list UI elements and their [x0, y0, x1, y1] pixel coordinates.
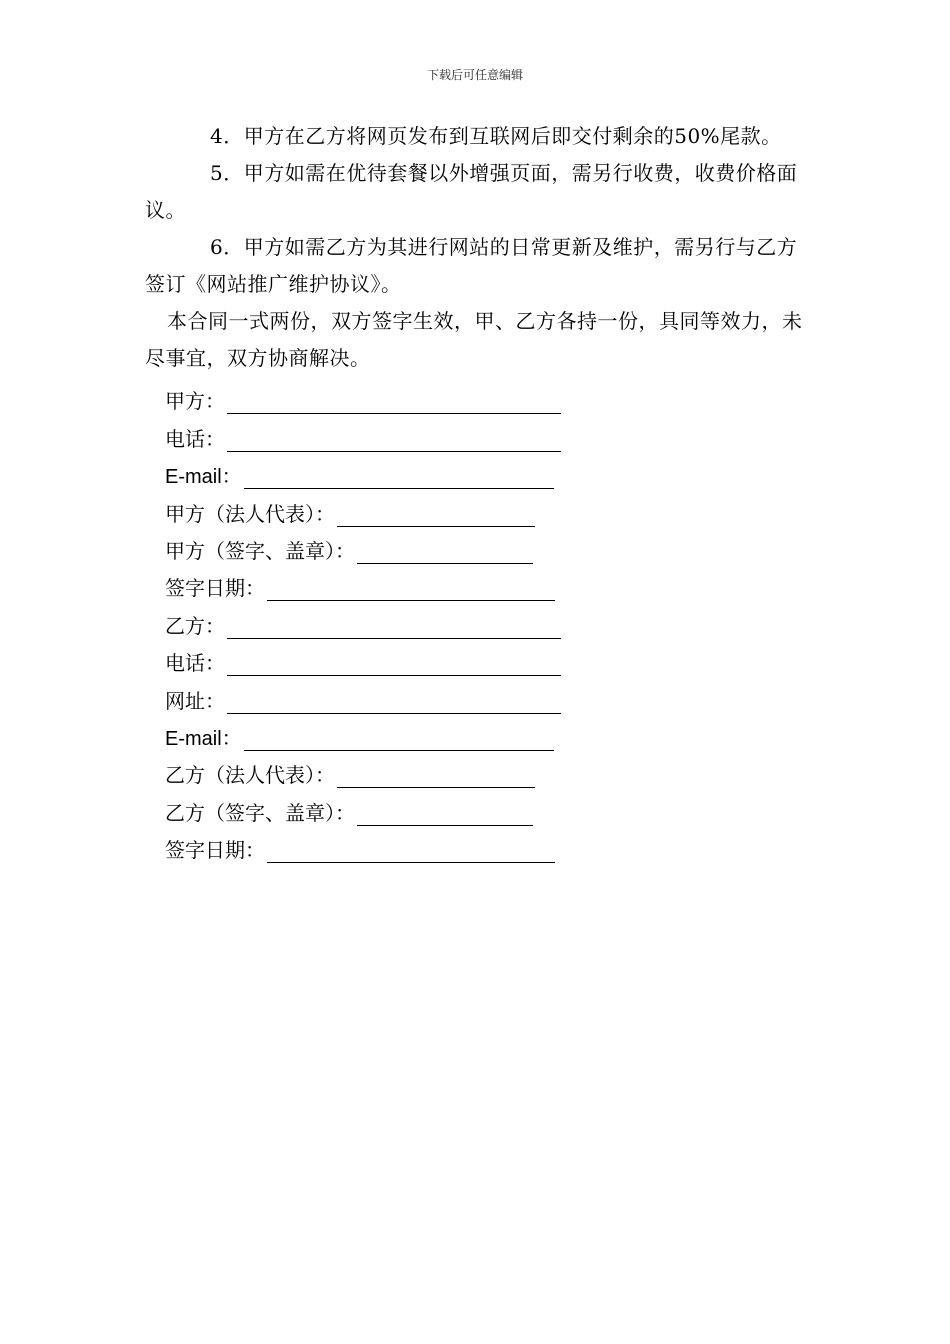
field-party-a-legal-rep	[145, 489, 815, 526]
field-label: 甲方（签字、盖章）：	[165, 538, 355, 563]
field-party-b-email	[145, 714, 815, 751]
field-label: 乙方（签字、盖章）：	[165, 800, 355, 825]
blank-line	[357, 803, 533, 826]
clause-4: 4．甲方在乙方将网页发布到互联网后即交付剩余的50%尾款。	[210, 124, 782, 148]
field-label: E-mail：	[165, 466, 242, 489]
blank-line	[267, 840, 555, 863]
blank-line	[227, 429, 561, 452]
field-label: 乙方：	[165, 613, 225, 638]
field-label: 签字日期：	[165, 576, 265, 601]
document-body	[145, 118, 815, 863]
field-party-a-signature	[145, 527, 815, 564]
field-label: 电话：	[165, 651, 225, 676]
field-party-a-email	[145, 452, 815, 489]
blank-line	[337, 504, 535, 527]
field-label: 乙方（法人代表）：	[165, 763, 335, 788]
field-party-a-phone	[145, 414, 815, 451]
blank-line	[227, 691, 561, 714]
field-party-b-website	[145, 676, 815, 713]
closing-paragraph: 本合同一式两份，双方签字生效，甲、乙方各持一份，具同等效力，未尽事宜，双方协商解决。	[145, 309, 803, 370]
blank-line	[357, 541, 533, 564]
field-label: 网址：	[165, 688, 225, 713]
field-party-b	[145, 601, 815, 638]
field-party-b-legal-rep	[145, 751, 815, 788]
field-party-b-date	[145, 826, 815, 863]
field-party-b-signature	[145, 788, 815, 825]
field-party-b-phone	[145, 639, 815, 676]
field-label: 签字日期：	[165, 838, 265, 863]
field-label: 电话：	[165, 426, 225, 451]
blank-line	[227, 653, 561, 676]
blank-line	[227, 616, 561, 639]
blank-line	[244, 466, 554, 489]
clause-5: 5．甲方如需在优待套餐以外增强页面，需另行收费，收费价格面议。	[145, 161, 798, 222]
blank-line	[267, 578, 555, 601]
blank-line	[244, 728, 554, 751]
field-label: E-mail：	[165, 727, 242, 750]
clause-6: 6．甲方如需乙方为其进行网站的日常更新及维护，需另行与乙方签订《网站推广维护协议》。	[145, 235, 798, 296]
field-label: 甲方（法人代表）：	[165, 501, 335, 526]
field-party-a	[145, 377, 815, 414]
field-party-a-date	[145, 564, 815, 601]
field-label: 甲方：	[165, 389, 225, 414]
blank-line	[337, 765, 535, 788]
blank-line	[227, 391, 561, 414]
signature-fields	[145, 377, 815, 863]
page-header: 下载后可任意编辑	[426, 68, 523, 82]
